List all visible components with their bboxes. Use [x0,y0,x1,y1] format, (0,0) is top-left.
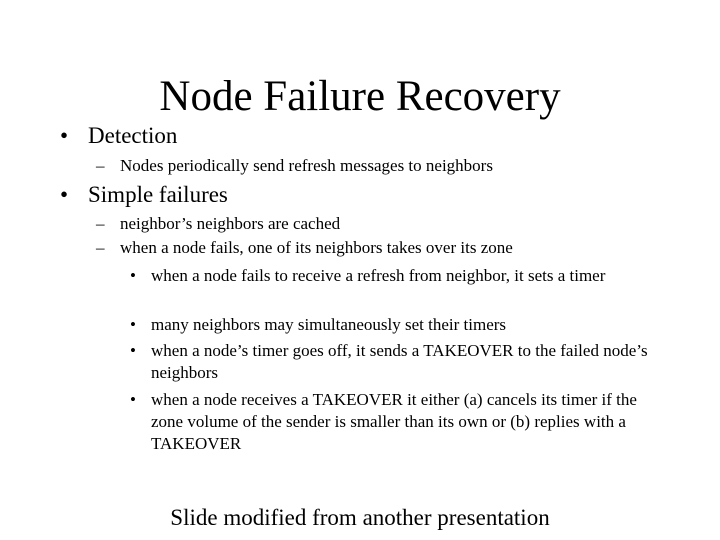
bullet-marker: • [130,266,136,285]
slide-footer: Slide modified from another presentation [170,505,550,530]
bullet-marker: • [60,123,69,148]
sub-sub-bullet-text: when a node’s timer goes off, it sends a TAKEOVER to the failed node’s neighbors [151,341,648,382]
sub-sub-bullet-sets-timer [130,265,650,287]
sub-sub-bullet-text: when a node fails to receive a refresh from neighbor, it sets a timer [151,266,606,285]
dash-marker: – [96,238,105,257]
sub-sub-bullet-receives-takeover [130,389,650,455]
sub-sub-bullet-timer-goes-off [130,340,650,384]
sub-sub-bullet-simultaneous-timers [130,314,650,336]
sub-bullet-text: when a node fails, one of its neighbors takes over its zone [120,238,513,257]
bullet-marker: • [130,341,136,360]
bullet-marker: • [130,390,136,409]
bullet-marker: • [130,315,136,334]
sub-bullet-text: neighbor’s neighbors are cached [120,214,341,233]
bullet-marker: • [60,182,69,207]
slide-title: Node Failure Recovery [159,73,561,120]
bullet-text: Detection [88,123,178,148]
dash-marker: – [96,156,105,175]
sub-sub-bullet-text: many neighbors may simultaneously set their timers [151,315,507,334]
sub-bullet-text: Nodes periodically send refresh messages to neighbors [120,156,493,175]
dash-marker: – [96,214,105,233]
sub-sub-bullet-text: when a node receives a TAKEOVER it either (a) cancels its timer if the zone volume of the sender is smaller than its own or (b) replies with a TAKEOVER [151,390,637,453]
bullet-text: Simple failures [88,182,228,207]
